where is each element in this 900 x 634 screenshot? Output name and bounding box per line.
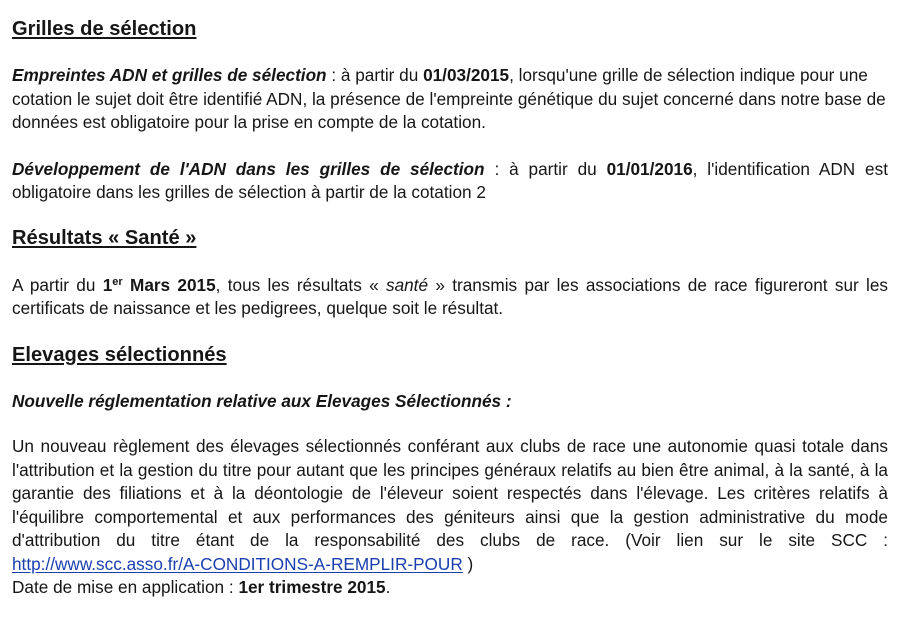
text-start: A partir du	[12, 274, 103, 295]
scc-conditions-link[interactable]: http://www.scc.asso.fr/A-CONDITIONS-A-REMPLIR-POUR	[12, 553, 463, 574]
subheading-nouvelle-reglementation: Nouvelle réglementation relative aux Elevages Sélectionnés :	[12, 391, 512, 412]
quoted-sante: santé	[385, 274, 429, 295]
date-application-value: 1er trimestre 2015	[238, 576, 386, 597]
date-day-superscript: er	[112, 275, 123, 288]
text-separator: : à partir du	[484, 158, 607, 179]
paragraph-reglement-elevages	[12, 435, 888, 575]
date-day: 1	[102, 274, 113, 295]
heading-grilles-selection: Grilles de sélection	[12, 18, 197, 40]
paragraph-text: , lorsqu'une grille de sélection indique pour une cotation le sujet doit être identifié ADN, la présence de l'empreinte génétique du sujet concerné dans notre base de données est obligatoire pour la prise en compte de la cotation.	[12, 65, 886, 133]
paragraph-date-application	[12, 576, 888, 599]
paragraph-resultats-sante	[12, 274, 888, 321]
paragraph-text: Un nouveau règlement des élevages sélectionnés conférant aux clubs de race une autonomie quasi totale dans l'attribution et la gestion du titre pour autant que les principes généraux relatifs au bien être animal, à la santé, à la garantie des filiations et à la déontologie de l'éleveur soient respectés dans l'élevage. Les critères relatifs à l'équilibre comportemental et aux performances des géniteurs ainsi que la gestion administrative du mode d'attribution du titre étant de la responsabilité des clubs de race. (Voir lien sur le site SCC :	[12, 436, 888, 551]
paragraph-developpement-adn	[12, 158, 888, 205]
date-application-end: .	[385, 576, 391, 597]
date-month-year: Mars 2015	[122, 274, 216, 295]
text-separator: : à partir du	[326, 65, 424, 86]
paragraph-text: , l'identification ADN est obligatoire dans les grilles de sélection à partir de la cotation 2	[12, 158, 888, 203]
paragraph-text: » transmis par les associations de race figureront sur les certificats de naissance et les pedigrees, quelque soit le résultat.	[12, 274, 888, 319]
link-close-paren: )	[462, 553, 474, 574]
date-application-label: Date de mise en application :	[12, 576, 239, 597]
document-page	[12, 18, 888, 599]
text-mid: , tous les résultats «	[215, 274, 386, 295]
date-01-03-2015: 01/03/2015	[423, 65, 510, 86]
paragraph-empreintes-adn	[12, 64, 888, 134]
lead-developpement-adn: Développement de l'ADN dans les grilles de sélection	[12, 158, 485, 179]
date-01-01-2016: 01/01/2016	[606, 158, 693, 179]
heading-elevages-selectionnes: Elevages sélectionnés	[12, 343, 227, 366]
lead-empreintes-adn: Empreintes ADN et grilles de sélection	[12, 65, 327, 86]
heading-resultats-sante: Résultats « Santé »	[12, 227, 197, 250]
